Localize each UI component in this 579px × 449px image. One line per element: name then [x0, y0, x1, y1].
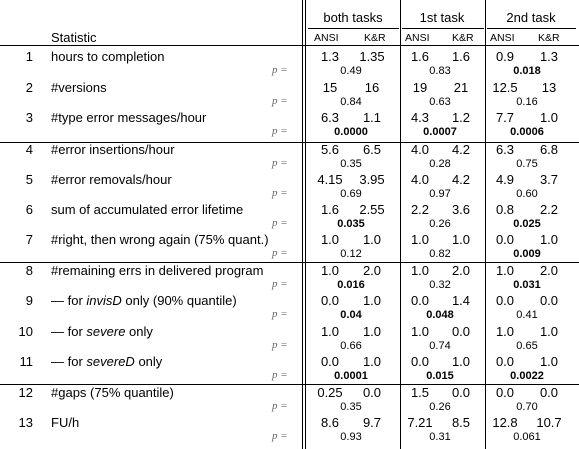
- row-6-g3-ansi: 0.8: [495, 202, 515, 217]
- header-rule-3: [487, 28, 576, 29]
- row-9-label-suffix: only (90% quantile): [121, 293, 237, 308]
- row-11-p1: 0.0001: [334, 370, 368, 382]
- row-3-g2-ansi: 4.3: [410, 110, 430, 125]
- row-9-label-emphasis: invisD: [86, 293, 122, 308]
- row-9-number: 9: [25, 293, 33, 308]
- row-8-g3-ansi: 1.0: [495, 263, 515, 278]
- row-7-g1-ansi: 1.0: [320, 232, 340, 247]
- header-kr-2: K&R: [452, 32, 474, 44]
- row-5-p2: 0.97: [429, 188, 451, 200]
- row-11-g3-ansi: 0.0: [495, 354, 515, 369]
- row-1-g2-kr: 1.6: [451, 49, 471, 64]
- row-7-g3-ansi: 0.0: [495, 232, 515, 247]
- row-5-p1: 0.69: [340, 188, 362, 200]
- row-11-g2-ansi: 0.0: [410, 354, 430, 369]
- row-1-p3: 0.018: [513, 65, 541, 77]
- row-12-p2: 0.26: [429, 401, 451, 413]
- row-6-number: 6: [25, 202, 33, 217]
- row-4-g2-kr: 4.2: [451, 142, 471, 157]
- row-9-g3-kr: 0.0: [539, 293, 559, 308]
- row-10-number: 10: [18, 324, 33, 339]
- header-both-tasks: both tasks: [323, 10, 383, 25]
- vline-c: [400, 0, 401, 449]
- row-11-label: [51, 355, 162, 369]
- row-2-label: #versions: [51, 80, 107, 95]
- row-10-p-label: p =: [272, 339, 288, 351]
- row-2-g1-kr: 16: [364, 80, 380, 95]
- header-rule-2: [402, 28, 484, 29]
- row-12-g2-ansi: 1.5: [410, 385, 430, 400]
- row-9-g2-kr: 1.4: [451, 293, 471, 308]
- row-12-p-label: p =: [272, 400, 288, 412]
- row-12-g1-ansi: 0.25: [317, 385, 343, 400]
- row-6-p2: 0.26: [429, 218, 451, 230]
- header-second-task: 2nd task: [506, 10, 556, 25]
- row-5-g1-ansi: 4.15: [317, 172, 343, 187]
- row-10-p2: 0.74: [429, 340, 451, 352]
- row-6-p3: 0.025: [513, 218, 541, 230]
- row-11-g2-kr: 1.0: [451, 354, 471, 369]
- row-4-p3: 0.75: [516, 158, 538, 170]
- row-12-label: #gaps (75% quantile): [51, 385, 174, 400]
- row-1-g2-ansi: 1.6: [410, 49, 430, 64]
- row-2-g3-kr: 13: [541, 80, 557, 95]
- header-ansi-2: ANSI: [405, 32, 430, 44]
- row-10-label-emphasis: severe: [86, 324, 126, 339]
- row-5-g2-kr: 4.2: [451, 172, 471, 187]
- row-5-g3-ansi: 4.9: [495, 172, 515, 187]
- row-10-g3-ansi: 1.0: [495, 324, 515, 339]
- row-8-g1-ansi: 1.0: [320, 263, 340, 278]
- vline-d: [485, 0, 486, 449]
- row-9-p-label: p =: [272, 308, 288, 320]
- row-6-p-label: p =: [272, 217, 288, 229]
- row-10-g1-kr: 1.0: [362, 324, 382, 339]
- row-3-p1: 0.0000: [334, 126, 368, 138]
- row-7-g3-kr: 1.0: [539, 232, 559, 247]
- row-8-p3: 0.031: [513, 279, 541, 291]
- row-7-p3: 0.009: [513, 248, 541, 260]
- row-12-p1: 0.35: [340, 401, 362, 413]
- row-3-g2-kr: 1.2: [451, 110, 471, 125]
- row-1-g1-kr: 1.35: [359, 49, 385, 64]
- header-kr-1: K&R: [364, 32, 386, 44]
- row-7-g2-kr: 1.0: [451, 232, 471, 247]
- row-2-g1-ansi: 15: [322, 80, 338, 95]
- row-13-number: 13: [18, 415, 33, 430]
- row-9-g3-ansi: 0.0: [495, 293, 515, 308]
- row-10-p1: 0.66: [340, 340, 362, 352]
- row-11-g1-kr: 1.0: [362, 354, 382, 369]
- row-2-p2: 0.63: [429, 96, 451, 108]
- row-11-label-suffix: only: [134, 354, 163, 369]
- row-7-number: 7: [25, 232, 33, 247]
- row-6-g3-kr: 2.2: [539, 202, 559, 217]
- row-11-g3-kr: 1.0: [539, 354, 559, 369]
- row-3-g1-kr: 1.1: [362, 110, 382, 125]
- row-3-p3: 0.0006: [510, 126, 544, 138]
- header-statistic: Statistic: [51, 30, 97, 45]
- row-2-g2-ansi: 19: [412, 80, 428, 95]
- row-13-p3: 0.061: [513, 431, 541, 443]
- header-kr-3: K&R: [538, 32, 560, 44]
- row-2-g2-kr: 21: [453, 80, 469, 95]
- row-11-g1-ansi: 0.0: [320, 354, 340, 369]
- row-3-label: #type error messages/hour: [51, 110, 207, 125]
- row-8-p-label: p =: [272, 278, 288, 290]
- row-13-p2: 0.31: [429, 431, 451, 443]
- row-9-g2-ansi: 0.0: [410, 293, 430, 308]
- row-10-label-prefix: — for: [51, 324, 87, 339]
- row-10-g2-ansi: 1.0: [410, 324, 430, 339]
- row-8-g1-kr: 2.0: [362, 263, 382, 278]
- row-1-p1: 0.49: [340, 65, 362, 77]
- row-2-number: 2: [25, 80, 33, 95]
- row-13-g2-ansi: 7.21: [407, 415, 433, 430]
- row-2-p3: 0.16: [516, 96, 538, 108]
- row-11-number: 11: [19, 354, 33, 369]
- row-12-g2-kr: 0.0: [451, 385, 471, 400]
- row-9-label-prefix: — for: [51, 293, 87, 308]
- header-ansi-1: ANSI: [314, 32, 339, 44]
- row-6-g1-kr: 2.55: [359, 202, 385, 217]
- row-1-p2: 0.83: [429, 65, 451, 77]
- header-first-task: 1st task: [419, 10, 465, 25]
- row-13-g1-ansi: 8.6: [320, 415, 340, 430]
- row-3-g3-kr: 1.0: [539, 110, 559, 125]
- row-2-g3-ansi: 12.5: [492, 80, 518, 95]
- row-6-g2-kr: 3.6: [451, 202, 471, 217]
- row-9-p2: 0.048: [426, 309, 454, 321]
- row-5-number: 5: [25, 172, 33, 187]
- row-3-p-label: p =: [272, 125, 288, 137]
- row-9-p1: 0.04: [340, 309, 362, 321]
- vline-a: [302, 0, 303, 449]
- row-2-p1: 0.84: [340, 96, 362, 108]
- row-8-g2-ansi: 1.0: [410, 263, 430, 278]
- row-8-p1: 0.016: [337, 279, 365, 291]
- row-3-g1-ansi: 6.3: [320, 110, 340, 125]
- row-13-label: FU/h: [51, 415, 80, 430]
- row-13-g3-kr: 10.7: [536, 415, 562, 430]
- row-8-g2-kr: 2.0: [451, 263, 471, 278]
- row-9-g1-ansi: 0.0: [320, 293, 340, 308]
- row-13-g3-ansi: 12.8: [492, 415, 518, 430]
- row-11-p3: 0.0022: [510, 370, 544, 382]
- row-8-label: #remaining errs in delivered program: [51, 263, 264, 278]
- row-6-label: sum of accumulated error lifetime: [51, 202, 244, 217]
- row-7-p2: 0.82: [429, 248, 451, 260]
- row-5-p-label: p =: [272, 187, 288, 199]
- row-1-g1-ansi: 1.3: [320, 49, 340, 64]
- row-7-p-label: p =: [272, 247, 288, 259]
- row-1-p-label: p =: [272, 64, 288, 76]
- row-5-label: #error removals/hour: [51, 172, 172, 187]
- row-11-label-emphasis: severeD: [86, 354, 135, 369]
- row-11-p-label: p =: [272, 369, 288, 381]
- row-8-g3-kr: 2.0: [539, 263, 559, 278]
- row-12-number: 12: [18, 385, 33, 400]
- row-3-g3-ansi: 7.7: [495, 110, 515, 125]
- row-1-number: 1: [25, 49, 33, 64]
- row-3-number: 3: [25, 110, 33, 125]
- row-4-p-label: p =: [272, 157, 288, 169]
- row-5-g1-kr: 3.95: [359, 172, 385, 187]
- vline-b: [305, 0, 306, 449]
- row-4-p1: 0.35: [340, 158, 362, 170]
- row-4-g3-ansi: 6.3: [495, 142, 515, 157]
- row-8-p2: 0.32: [429, 279, 451, 291]
- row-5-g3-kr: 3.7: [539, 172, 559, 187]
- row-7-g1-kr: 1.0: [362, 232, 382, 247]
- row-5-g2-ansi: 4.0: [410, 172, 430, 187]
- row-4-number: 4: [25, 142, 33, 157]
- row-1-g3-kr: 1.3: [539, 49, 559, 64]
- row-6-g2-ansi: 2.2: [410, 202, 430, 217]
- row-1-g3-ansi: 0.9: [495, 49, 515, 64]
- row-13-p-label: p =: [272, 430, 288, 442]
- row-6-g1-ansi: 1.6: [320, 202, 340, 217]
- row-5-p3: 0.60: [516, 188, 538, 200]
- row-9-g1-kr: 1.0: [362, 293, 382, 308]
- row-4-g2-ansi: 4.0: [410, 142, 430, 157]
- row-4-g1-ansi: 5.6: [320, 142, 340, 157]
- row-4-label: #error insertions/hour: [51, 142, 175, 157]
- rule-header: [0, 45, 579, 46]
- row-10-label: [51, 325, 153, 339]
- row-4-g1-kr: 6.5: [362, 142, 382, 157]
- row-12-g3-kr: 0.0: [539, 385, 559, 400]
- row-10-label-suffix: only: [125, 324, 153, 339]
- row-10-g1-ansi: 1.0: [320, 324, 340, 339]
- row-11-label-prefix: — for: [51, 354, 87, 369]
- row-13-g2-kr: 8.5: [451, 415, 471, 430]
- header-rule-1: [308, 28, 399, 29]
- row-9-label: [51, 294, 237, 308]
- row-12-p3: 0.70: [516, 401, 538, 413]
- row-13-p1: 0.93: [340, 431, 362, 443]
- row-4-p2: 0.28: [429, 158, 451, 170]
- row-13-g1-kr: 9.7: [362, 415, 382, 430]
- row-1-label: hours to completion: [51, 49, 165, 64]
- row-7-label: #right, then wrong again (75% quant.): [51, 232, 269, 247]
- row-9-p3: 0.41: [516, 309, 538, 321]
- row-8-number: 8: [25, 263, 33, 278]
- row-10-p3: 0.65: [516, 340, 538, 352]
- row-2-p-label: p =: [272, 95, 288, 107]
- header-ansi-3: ANSI: [490, 32, 515, 44]
- row-11-p2: 0.015: [426, 370, 454, 382]
- row-7-p1: 0.12: [340, 248, 362, 260]
- row-10-g2-kr: 0.0: [451, 324, 471, 339]
- row-3-p2: 0.0007: [423, 126, 457, 138]
- row-10-g3-kr: 1.0: [539, 324, 559, 339]
- row-4-g3-kr: 6.8: [539, 142, 559, 157]
- row-7-g2-ansi: 1.0: [410, 232, 430, 247]
- row-12-g1-kr: 0.0: [362, 385, 382, 400]
- row-12-g3-ansi: 0.0: [495, 385, 515, 400]
- row-6-p1: 0.035: [337, 218, 365, 230]
